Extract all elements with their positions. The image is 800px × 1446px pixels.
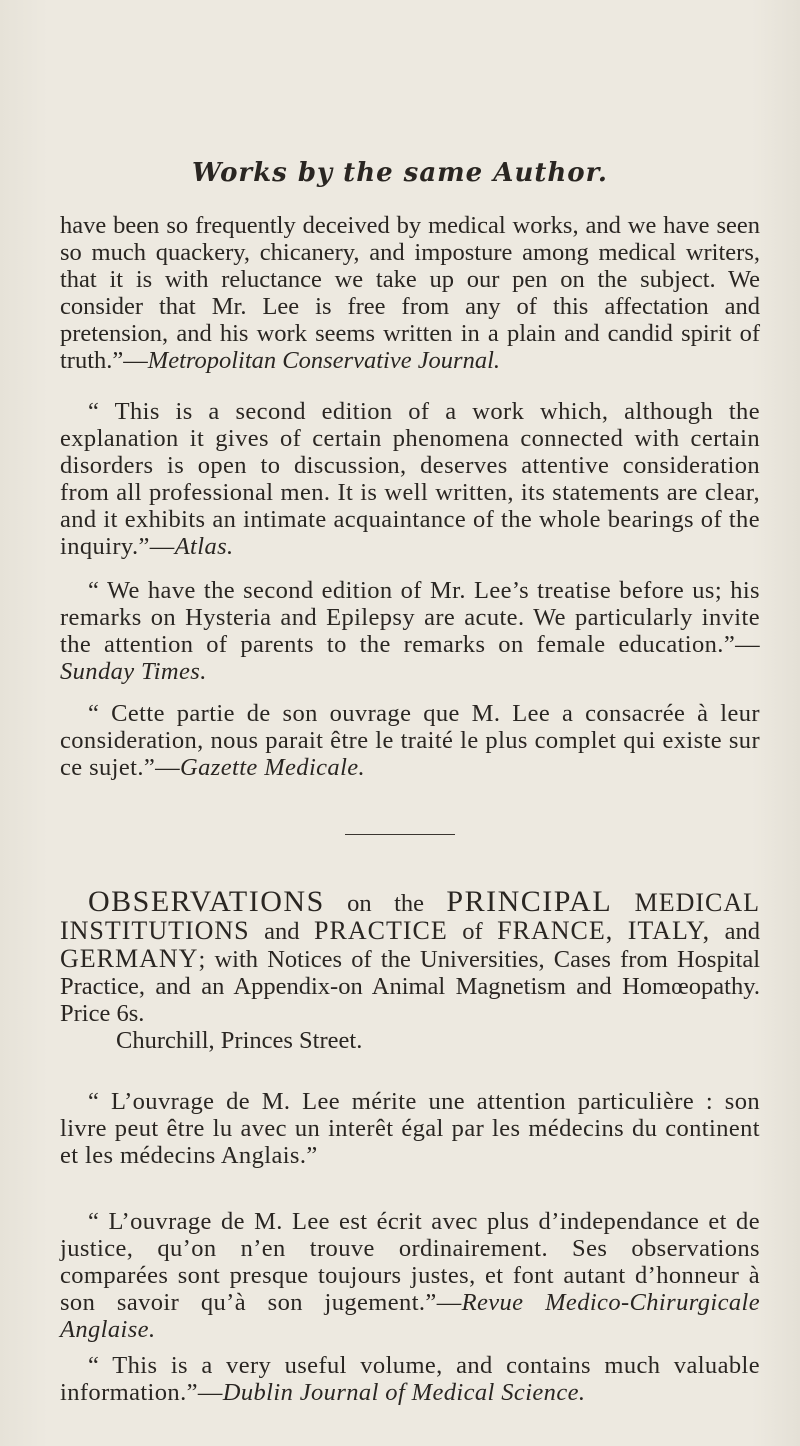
book-title-word: on the — [347, 890, 424, 917]
book-title-word: of — [462, 918, 483, 945]
review-text: “ Cette partie de son ouvrage que M. Lee a consacrée à leur consideration, nous parait être le traité le plus complet qui existe sur ce sujet.”— — [60, 700, 760, 781]
review-source: Gazette Medicale. — [180, 754, 366, 781]
book-title-word: OBSERVATIONS — [88, 885, 325, 918]
review-source: Sunday Times. — [60, 658, 207, 685]
book-title-word: and — [264, 918, 300, 945]
review-dublin — [60, 1352, 760, 1406]
book-title-word: PRACTICE — [314, 916, 448, 945]
review-text: “ L’ouvrage de M. Lee est écrit avec plus d’independance et de justice, qu’on n’en trouve ordinairement. Ses observations comparées sont presque toujours justes, et font autant d’honneur à son savoir qu’à son jugement.”— — [60, 1208, 760, 1316]
review-text: “ We have the second edition of Mr. Lee’s treatise before us; his remarks on Hysteria and Epilepsy are acute. We particularly invite the attention of parents to the remarks on female education.”— — [60, 577, 760, 658]
review-text: have been so frequently deceived by medical works, and we have seen so much quackery, chicanery, and imposture among medical writers, that it is with reluctance we take up our pen on the subject. We consider that Mr. Lee is free from any of this affectation and pretension, and his work seems written in a plain and candid spirit of truth.”— — [60, 212, 760, 374]
book-title-word: MEDICAL INSTITUTIONS — [60, 888, 761, 945]
review-louvrage-1 — [60, 1088, 760, 1169]
section-divider — [345, 834, 455, 835]
running-head: Works by the same Author. — [192, 158, 608, 188]
book-title-word: FRANCE, — [497, 916, 614, 945]
review-louvrage-2 — [60, 1208, 760, 1343]
review-continuation — [60, 212, 760, 374]
review-text: “ This is a very useful volume, and contains much valuable information.”— — [60, 1352, 760, 1406]
book-title-word: ITALY, — [627, 916, 711, 945]
book-description: ; with Notices of the Universities, Cases from Hospital Practice, and an Appendix-on Animal Magnetism and Homœopathy. Price 6s. — [60, 946, 760, 1027]
review-source: Revue Medico-Chirurgicale Anglaise. — [60, 1289, 761, 1343]
review-source: Metropolitan Conservative Journal. — [147, 347, 501, 374]
review-source: Dublin Journal of Medical Science. — [222, 1379, 586, 1406]
review-sunday-times — [60, 577, 760, 685]
review-gazette — [60, 700, 760, 781]
publisher: Churchill, Princes Street. — [116, 1027, 363, 1054]
review-source: Atlas. — [174, 533, 234, 560]
book-title-word: GERMANY — [60, 944, 199, 973]
review-text: “ This is a second edition of a work which, although the explanation it gives of certain phenomena connected with certain disorders is open to discussion, deserves attentive consideration from all professional men. It is well written, its statements are clear, and it exhibits an intimate acquaintance of the whole bearings of the inquiry.”— — [60, 398, 760, 560]
book-title-word: PRINCIPAL — [446, 885, 613, 918]
book-title-word: and — [724, 918, 761, 945]
review-text: “ L’ouvrage de M. Lee mérite une attention particulière : son livre peut être lu avec un interêt égal par les médecins du continent et les médecins Anglais.” — [60, 1088, 760, 1169]
review-atlas — [60, 398, 760, 560]
book-advertisement — [60, 885, 761, 1054]
